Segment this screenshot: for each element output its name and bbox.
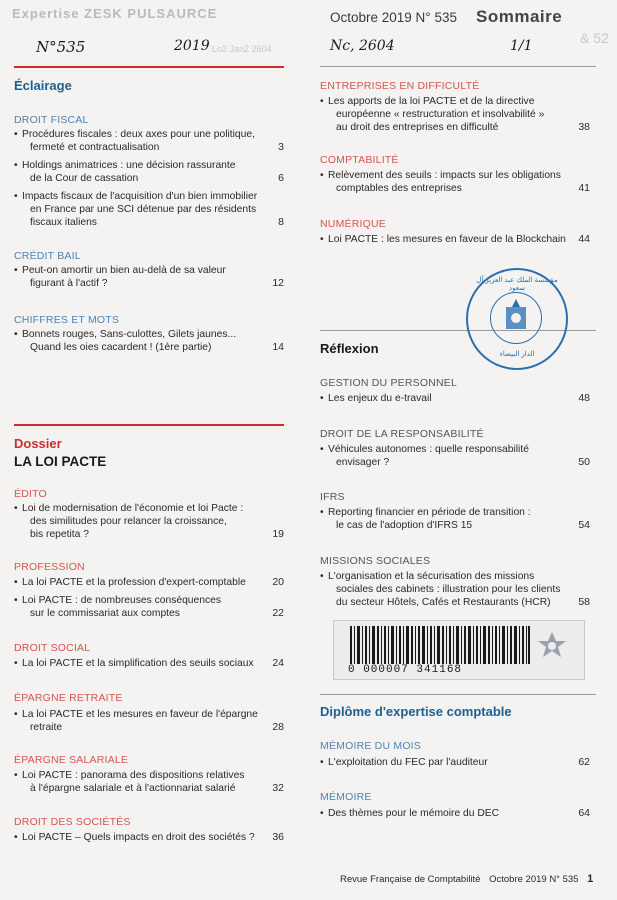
page-title: Sommaire	[476, 7, 563, 26]
barcode-icon	[350, 626, 530, 664]
issue-date: Octobre 2019 N° 535	[330, 10, 457, 25]
toc-entry-line: fermeté et contractualisation	[30, 142, 160, 153]
bullet-icon: •	[320, 170, 324, 181]
toc-page-number: 64	[578, 807, 590, 819]
category-epargne-retraite: ÉPARGNE RETRAITE	[14, 692, 123, 704]
dossier-title: LA LOI PACTE	[14, 454, 107, 469]
category-missions-sociales: MISSIONS SOCIALES	[320, 555, 431, 567]
toc-page-number: 20	[272, 576, 284, 588]
bullet-icon: •	[320, 757, 324, 768]
category-memoire-mois: MÉMOIRE DU MOIS	[320, 740, 422, 752]
footer-page-number: 1	[587, 873, 594, 885]
category-memoire: MÉMOIRE	[320, 791, 372, 803]
footer-issue: Octobre 2019 N° 535	[489, 874, 579, 885]
toc-page-number: 12	[272, 277, 284, 289]
toc-page-number: 3	[278, 141, 284, 153]
bullet-icon: •	[320, 808, 324, 819]
diplome-rule	[320, 694, 596, 695]
stamp-inner-ring	[490, 292, 542, 344]
toc-entry-line: en France par une SCI détenue par des résidents	[30, 204, 257, 215]
bullet-icon: •	[14, 832, 18, 843]
toc-page-number: 44	[578, 233, 590, 245]
toc-entry-line: Bonnets rouges, Sans-culottes, Gilets jaunes...	[22, 329, 237, 340]
barcode-number: 0 000007 341168	[348, 664, 463, 676]
toc-page-number: 41	[578, 182, 590, 194]
toc-entry-line: Véhicules autonomes : quelle responsabilité	[328, 444, 529, 455]
dossier-label: Dossier	[14, 436, 62, 451]
toc-entry-line: bis repetita ?	[30, 529, 89, 540]
category-numerique: NUMÉRIQUE	[320, 218, 386, 230]
toc-entry-line: sociales des cabinets : illustration pour les clients	[336, 584, 561, 595]
toc-entry-line: Procédures fiscales : deux axes pour une politique,	[22, 129, 255, 140]
toc-entry-line: La loi PACTE et la profession d'expert-comptable	[22, 577, 246, 588]
toc-page-number: 24	[272, 657, 284, 669]
category-edito: ÉDITO	[14, 488, 47, 500]
toc-entry-line: Quand les oies cacardent ! (1ère partie)	[30, 342, 212, 353]
toc-entry-line: L'organisation et la sécurisation des missions	[328, 571, 535, 582]
toc-page-number: 22	[272, 607, 284, 619]
handwritten-fraction: 1/1	[510, 38, 533, 54]
bullet-icon: •	[320, 393, 324, 404]
toc-entry-line: Impacts fiscaux de l'acquisition d'un bien immobilier	[22, 191, 258, 202]
library-stamp	[466, 268, 568, 370]
stamp-outer-text: مؤسسة الملك عبد العزيز آل سعود	[476, 277, 558, 292]
category-profession: PROFESSION	[14, 561, 85, 573]
toc-entry-line: à l'épargne salariale et à l'actionnariat salarié	[30, 783, 236, 794]
toc-entry-line: le cas de l'adoption d'IFRS 15	[336, 520, 473, 531]
footer	[340, 873, 593, 885]
toc-page-number: 32	[272, 782, 284, 794]
toc-entry-line: européenne « restructuration et insolvabilité »	[336, 109, 545, 120]
bullet-icon: •	[14, 658, 18, 669]
faint-subtext: Lo2 Jan2 2604	[212, 44, 272, 54]
toc-page-number: 50	[578, 456, 590, 468]
toc-entry-line: des similitudes pour relancer la croissance,	[30, 516, 227, 527]
reflexion-heading: Réflexion	[320, 341, 379, 356]
right-top-rule	[320, 66, 596, 67]
bullet-icon: •	[14, 595, 18, 606]
handwritten-year: 2019	[174, 38, 210, 54]
toc-entry-line: Loi PACTE : de nombreuses conséquences	[22, 595, 221, 606]
toc-page-number: 19	[272, 528, 284, 540]
bullet-icon: •	[14, 329, 18, 340]
category-chiffres-mots: CHIFFRES ET MOTS	[14, 314, 120, 326]
stamp-emblem-icon	[491, 293, 541, 343]
toc-entry-line: Les enjeux du e-travail	[328, 393, 432, 404]
eclairage-heading: Éclairage	[14, 78, 72, 93]
bullet-icon: •	[320, 96, 324, 107]
category-ifrs: IFRS	[320, 491, 345, 503]
toc-entry-line: Reporting financier en période de transition :	[328, 507, 531, 518]
toc-entry-line: Peut-on amortir un bien au-delà de sa valeur	[22, 265, 226, 276]
toc-entry-line: fiscaux italiens	[30, 217, 97, 228]
toc-entry-line: comptables des entreprises	[336, 183, 462, 194]
bullet-icon: •	[320, 571, 324, 582]
bullet-icon: •	[14, 577, 18, 588]
toc-entry-line: Loi PACTE : les mesures en faveur de la Blockchain	[328, 234, 566, 245]
toc-entry-line: retraite	[30, 722, 63, 733]
footer-journal: Revue Française de Comptabilité	[340, 874, 481, 885]
toc-page-number: 36	[272, 831, 284, 843]
bullet-icon: •	[320, 234, 324, 245]
bullet-icon: •	[14, 191, 18, 202]
bullet-icon: •	[14, 503, 18, 514]
toc-entry-line: sur le commissariat aux comptes	[30, 608, 180, 619]
toc-entry-line: Loi PACTE – Quels impacts en droit des sociétés ?	[22, 832, 255, 843]
toc-page-number: 8	[278, 216, 284, 228]
toc-entry-line: Relèvement des seuils : impacts sur les obligations	[328, 170, 561, 181]
toc-entry-line: Les apports de la loi PACTE et de la directive	[328, 96, 535, 107]
category-droit-responsabilite: DROIT DE LA RESPONSABILITÉ	[320, 428, 484, 440]
toc-entry-line: Loi PACTE : panorama des dispositions relatives	[22, 770, 245, 781]
category-droit-social: DROIT SOCIAL	[14, 642, 91, 654]
bullet-icon: •	[14, 265, 18, 276]
category-gestion-personnel: GESTION DU PERSONNEL	[320, 377, 458, 389]
diplome-heading: Diplôme d'expertise comptable	[320, 704, 512, 719]
toc-entry-line: La loi PACTE et la simplification des seuils sociaux	[22, 658, 254, 669]
category-comptabilite: COMPTABILITÉ	[320, 154, 399, 166]
category-droit-fiscal: DROIT FISCAL	[14, 114, 89, 126]
toc-entry-line: du secteur Hôtels, Cafés et Restaurants (HCR)	[336, 597, 551, 608]
category-epargne-salariale: ÉPARGNE SALARIALE	[14, 754, 129, 766]
bullet-icon: •	[14, 709, 18, 720]
toc-entry-line: figurant à l'actif ?	[30, 278, 108, 289]
faint-masthead: Expertise ZESK PULSAURCE	[12, 6, 218, 21]
faint-right-text: & 52	[580, 30, 609, 46]
toc-entry-line: La loi PACTE et les mesures en faveur de l'épargne	[22, 709, 258, 720]
eclairage-rule	[14, 66, 284, 68]
star-logo-icon	[535, 630, 569, 664]
handwritten-number: N°535	[36, 38, 86, 56]
toc-entry-line: L'exploitation du FEC par l'auditeur	[328, 757, 488, 768]
handwritten-ref: Nc, 2604	[330, 38, 395, 54]
bullet-icon: •	[14, 160, 18, 171]
toc-page-number: 54	[578, 519, 590, 531]
toc-entry-line: Loi de modernisation de l'économie et loi Pacte :	[22, 503, 244, 514]
toc-entry-line: Des thèmes pour le mémoire du DEC	[328, 808, 500, 819]
toc-page-number: 48	[578, 392, 590, 404]
toc-page-number: 62	[578, 756, 590, 768]
category-entreprises-difficulte: ENTREPRISES EN DIFFICULTÉ	[320, 80, 480, 92]
bullet-icon: •	[14, 770, 18, 781]
dossier-rule	[14, 424, 284, 426]
category-credit-bail: CRÉDIT BAIL	[14, 250, 81, 262]
toc-page-number: 38	[578, 121, 590, 133]
toc-entry-line: envisager ?	[336, 457, 390, 468]
toc-entry-line: au droit des entreprises en difficulté	[336, 122, 499, 133]
stamp-bottom-text: الدار البيضاء	[499, 351, 535, 358]
toc-page-number: 14	[272, 341, 284, 353]
bullet-icon: •	[320, 507, 324, 518]
toc-page-number: 28	[272, 721, 284, 733]
category-droit-societes: DROIT DES SOCIÉTÉS	[14, 816, 131, 828]
bullet-icon: •	[14, 129, 18, 140]
bullet-icon: •	[320, 444, 324, 455]
toc-page-number: 6	[278, 172, 284, 184]
toc-page-number: 58	[578, 596, 590, 608]
toc-entry-line: Holdings animatrices : une décision rassurante	[22, 160, 236, 171]
toc-entry-line: de la Cour de cassation	[30, 173, 139, 184]
